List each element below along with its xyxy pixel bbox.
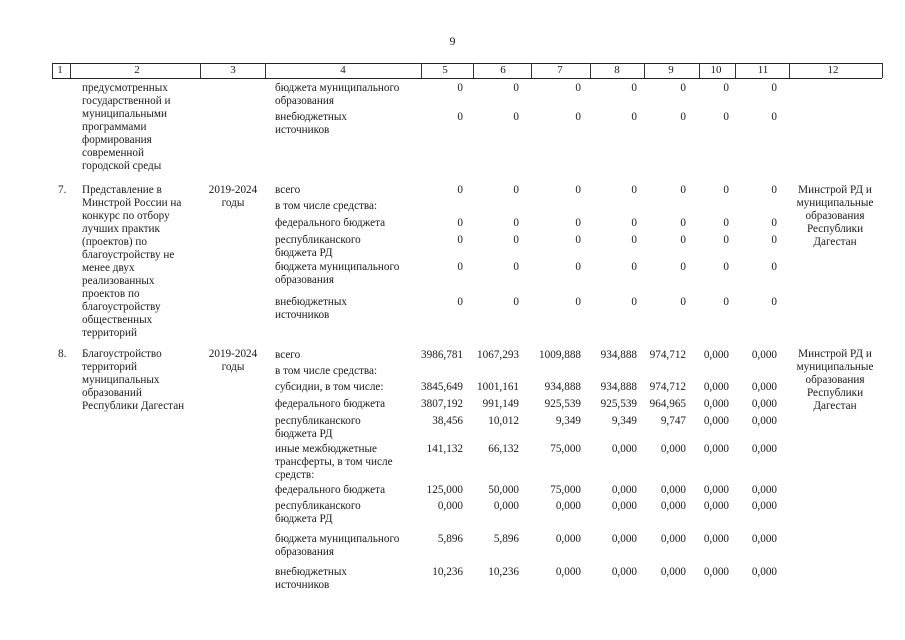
value-cell: 0	[457, 111, 463, 123]
value-cell: 0	[575, 234, 581, 246]
value-cell: 9,349	[555, 415, 581, 427]
column-header-8: 8	[614, 64, 620, 76]
value-cell: 0	[680, 217, 686, 229]
value-cell: 934,888	[600, 381, 637, 393]
header-divider	[644, 63, 645, 78]
value-cell: 1001,161	[477, 381, 519, 393]
indicator-label: федерального бюджета	[275, 217, 386, 229]
value-cell: 0	[680, 82, 686, 94]
value-cell: 1009,888	[539, 349, 581, 361]
value-cell: 0	[680, 261, 686, 273]
header-divider	[52, 63, 53, 78]
value-cell: 50,000	[488, 484, 519, 496]
value-cell: 0	[575, 296, 581, 308]
value-cell: 0	[457, 184, 463, 196]
header-divider	[265, 63, 266, 78]
value-cell: 0,000	[751, 381, 777, 393]
value-cell: 974,712	[649, 349, 686, 361]
value-cell: 10,236	[432, 566, 463, 578]
column-header-12: 12	[827, 64, 839, 76]
page-number: 9	[449, 34, 456, 48]
measure-name: территорий	[82, 361, 137, 373]
value-cell: 0,000	[751, 484, 777, 496]
value-cell: 0	[723, 234, 729, 246]
measure-name: образований	[82, 387, 142, 399]
executor: образования	[805, 210, 865, 222]
value-cell: 0	[513, 184, 519, 196]
measure-name-continued: государственной и	[82, 95, 171, 107]
value-cell: 5,896	[437, 533, 463, 545]
header-divider	[699, 63, 700, 78]
indicator-label: субсидии, в том числе:	[275, 381, 384, 393]
value-cell: 0	[680, 234, 686, 246]
measure-name-continued: программами	[82, 121, 147, 133]
value-cell: 925,539	[600, 398, 637, 410]
value-cell: 0	[723, 184, 729, 196]
value-cell: 0,000	[751, 415, 777, 427]
value-cell: 9,349	[611, 415, 637, 427]
value-cell: 0,000	[703, 533, 729, 545]
value-cell: 0	[513, 296, 519, 308]
header-divider	[473, 63, 474, 78]
row-number: 8.	[58, 348, 67, 360]
value-cell: 9,747	[660, 415, 686, 427]
header-divider	[421, 63, 422, 78]
indicator-label: всего	[275, 349, 301, 361]
value-cell: 5,896	[493, 533, 519, 545]
value-cell: 0,000	[703, 415, 729, 427]
indicator-label: бюджета муниципального	[275, 533, 400, 545]
value-cell: 0	[771, 217, 777, 229]
indicator-label: внебюджетных	[275, 566, 347, 578]
header-bottom-rule	[52, 78, 882, 79]
measure-name: благоустройству не	[82, 249, 175, 261]
period: годы	[221, 197, 245, 209]
indicator-label: бюджета муниципального	[275, 82, 400, 94]
value-cell: 0,000	[660, 566, 686, 578]
value-cell: 0,000	[660, 484, 686, 496]
value-cell: 3986,781	[421, 349, 463, 361]
column-header-6: 6	[500, 64, 506, 76]
value-cell: 0	[680, 184, 686, 196]
indicator-label: трансферты, в том числе	[275, 456, 393, 468]
value-cell: 0	[631, 111, 637, 123]
value-cell: 38,456	[432, 415, 463, 427]
column-header-4: 4	[340, 64, 346, 76]
value-cell: 0	[513, 217, 519, 229]
period: 2019-2024	[208, 348, 258, 360]
value-cell: 991,149	[482, 398, 519, 410]
value-cell: 0	[631, 261, 637, 273]
value-cell: 0,000	[751, 533, 777, 545]
measure-name: Благоустройство	[82, 348, 162, 360]
column-header-9: 9	[668, 64, 674, 76]
indicator-label: бюджета РД	[275, 513, 333, 525]
value-cell: 934,888	[600, 349, 637, 361]
measure-name-continued: формирования	[82, 134, 152, 146]
column-header-2: 2	[134, 64, 140, 76]
indicator-label: образования	[275, 95, 335, 107]
value-cell: 0	[631, 217, 637, 229]
value-cell: 0	[513, 234, 519, 246]
measure-name: лучших практик	[82, 223, 160, 235]
value-cell: 10,236	[488, 566, 519, 578]
value-cell: 0	[723, 111, 729, 123]
value-cell: 0	[513, 82, 519, 94]
value-cell: 0	[631, 296, 637, 308]
indicator-label: бюджета РД	[275, 428, 333, 440]
value-cell: 0	[771, 234, 777, 246]
period: годы	[221, 361, 245, 373]
value-cell: 0,000	[703, 566, 729, 578]
indicator-label: внебюджетных	[275, 296, 347, 308]
value-cell: 66,132	[488, 443, 519, 455]
value-cell: 0,000	[611, 500, 637, 512]
indicator-label: иные межбюджетные	[275, 443, 377, 455]
executor: Минстрой РД и	[798, 184, 872, 196]
value-cell: 0	[575, 184, 581, 196]
indicator-label: федерального бюджета	[275, 484, 386, 496]
executor: Дагестан	[813, 236, 857, 248]
value-cell: 0	[723, 296, 729, 308]
value-cell: 0,000	[703, 484, 729, 496]
measure-name: Представление в	[82, 184, 162, 196]
header-divider	[735, 63, 736, 78]
measure-name: конкурс по отбору	[82, 210, 170, 222]
value-cell: 0,000	[660, 500, 686, 512]
value-cell: 0	[771, 261, 777, 273]
header-divider	[531, 63, 532, 78]
indicator-label: образования	[275, 274, 335, 286]
executor: Республики	[806, 387, 864, 399]
indicator-label: внебюджетных	[275, 111, 347, 123]
value-cell: 0	[771, 184, 777, 196]
value-cell: 0	[771, 111, 777, 123]
value-cell: 0,000	[611, 443, 637, 455]
indicator-label: республиканского	[275, 234, 361, 246]
value-cell: 0	[457, 296, 463, 308]
value-cell: 925,539	[544, 398, 581, 410]
value-cell: 0,000	[555, 566, 581, 578]
value-cell: 0,000	[703, 500, 729, 512]
value-cell: 0,000	[751, 349, 777, 361]
value-cell: 0,000	[751, 500, 777, 512]
column-header-1: 1	[57, 64, 63, 76]
measure-name: общественных	[82, 314, 153, 326]
indicator-label: образования	[275, 546, 335, 558]
value-cell: 0	[575, 217, 581, 229]
value-cell: 0,000	[751, 443, 777, 455]
measure-name-continued: современной	[82, 147, 145, 159]
executor: Дагестан	[813, 400, 857, 412]
value-cell: 75,000	[550, 443, 581, 455]
value-cell: 0	[575, 261, 581, 273]
value-cell: 0	[457, 234, 463, 246]
measure-name: территорий	[82, 327, 137, 339]
row-number: 7.	[58, 184, 67, 196]
value-cell: 1067,293	[477, 349, 519, 361]
indicator-label: средств:	[275, 469, 315, 481]
value-cell: 0,000	[611, 566, 637, 578]
value-cell: 0	[513, 261, 519, 273]
value-cell: 0	[680, 296, 686, 308]
measure-name-continued: предусмотренных	[82, 82, 168, 94]
indicator-label: федерального бюджета	[275, 398, 386, 410]
measure-name: (проектов) по	[82, 236, 148, 248]
value-cell: 0,000	[703, 443, 729, 455]
value-cell: 0,000	[611, 533, 637, 545]
value-cell: 0	[771, 82, 777, 94]
value-cell: 141,132	[426, 443, 463, 455]
executor: муниципальные	[796, 197, 874, 209]
value-cell: 0	[457, 217, 463, 229]
value-cell: 0	[631, 184, 637, 196]
value-cell: 0,000	[611, 484, 637, 496]
executor: Республики	[806, 223, 864, 235]
value-cell: 10,012	[488, 415, 519, 427]
column-header-10: 10	[710, 64, 722, 76]
indicator-label: всего	[275, 184, 301, 196]
value-cell: 964,965	[649, 398, 686, 410]
value-cell: 0,000	[703, 398, 729, 410]
value-cell: 0	[723, 261, 729, 273]
measure-name-continued: городской среды	[82, 160, 162, 172]
column-header-3: 3	[230, 64, 236, 76]
indicator-label: источников	[275, 579, 330, 591]
value-cell: 3845,649	[421, 381, 463, 393]
measure-name: Минстрой России на	[82, 197, 182, 209]
value-cell: 0,000	[555, 500, 581, 512]
value-cell: 125,000	[426, 484, 463, 496]
executor: образования	[805, 374, 865, 386]
executor: муниципальные	[796, 361, 874, 373]
indicator-label: источников	[275, 124, 330, 136]
value-cell: 0,000	[437, 500, 463, 512]
indicator-label: республиканского	[275, 500, 361, 512]
header-divider	[200, 63, 201, 78]
value-cell: 0	[575, 111, 581, 123]
value-cell: 0	[631, 234, 637, 246]
value-cell: 0	[575, 82, 581, 94]
value-cell: 75,000	[550, 484, 581, 496]
indicator-label: в том числе средства:	[275, 200, 378, 212]
header-divider	[882, 63, 883, 78]
measure-name: благоустройству	[82, 301, 161, 313]
header-divider	[789, 63, 790, 78]
value-cell: 0,000	[703, 381, 729, 393]
value-cell: 0,000	[555, 533, 581, 545]
value-cell: 0	[631, 82, 637, 94]
indicator-label: источников	[275, 309, 330, 321]
value-cell: 934,888	[544, 381, 581, 393]
value-cell: 0,000	[751, 398, 777, 410]
value-cell: 0,000	[703, 349, 729, 361]
measure-name: проектов по	[82, 288, 140, 300]
measure-name: менее двух	[82, 262, 135, 274]
value-cell: 0	[723, 82, 729, 94]
column-header-7: 7	[557, 64, 563, 76]
value-cell: 0	[723, 217, 729, 229]
value-cell: 974,712	[649, 381, 686, 393]
measure-name: реализованных	[82, 275, 155, 287]
value-cell: 0	[457, 261, 463, 273]
value-cell: 0,000	[751, 566, 777, 578]
header-divider	[70, 63, 71, 78]
indicator-label: бюджета муниципального	[275, 261, 400, 273]
executor: Минстрой РД и	[798, 348, 872, 360]
measure-name: муниципальных	[82, 374, 160, 386]
value-cell: 0,000	[660, 443, 686, 455]
measure-name: Республики Дагестан	[82, 400, 185, 412]
period: 2019-2024	[208, 184, 258, 196]
indicator-label: бюджета РД	[275, 247, 333, 259]
indicator-label: республиканского	[275, 415, 361, 427]
indicator-label: в том числе средства:	[275, 365, 378, 377]
column-header-5: 5	[442, 64, 448, 76]
value-cell: 0	[513, 111, 519, 123]
value-cell: 0,000	[660, 533, 686, 545]
column-header-11: 11	[757, 64, 769, 76]
value-cell: 0	[457, 82, 463, 94]
value-cell: 3807,192	[421, 398, 463, 410]
value-cell: 0,000	[493, 500, 519, 512]
header-divider	[590, 63, 591, 78]
value-cell: 0	[771, 296, 777, 308]
value-cell: 0	[680, 111, 686, 123]
measure-name-continued: муниципальными	[82, 108, 167, 120]
